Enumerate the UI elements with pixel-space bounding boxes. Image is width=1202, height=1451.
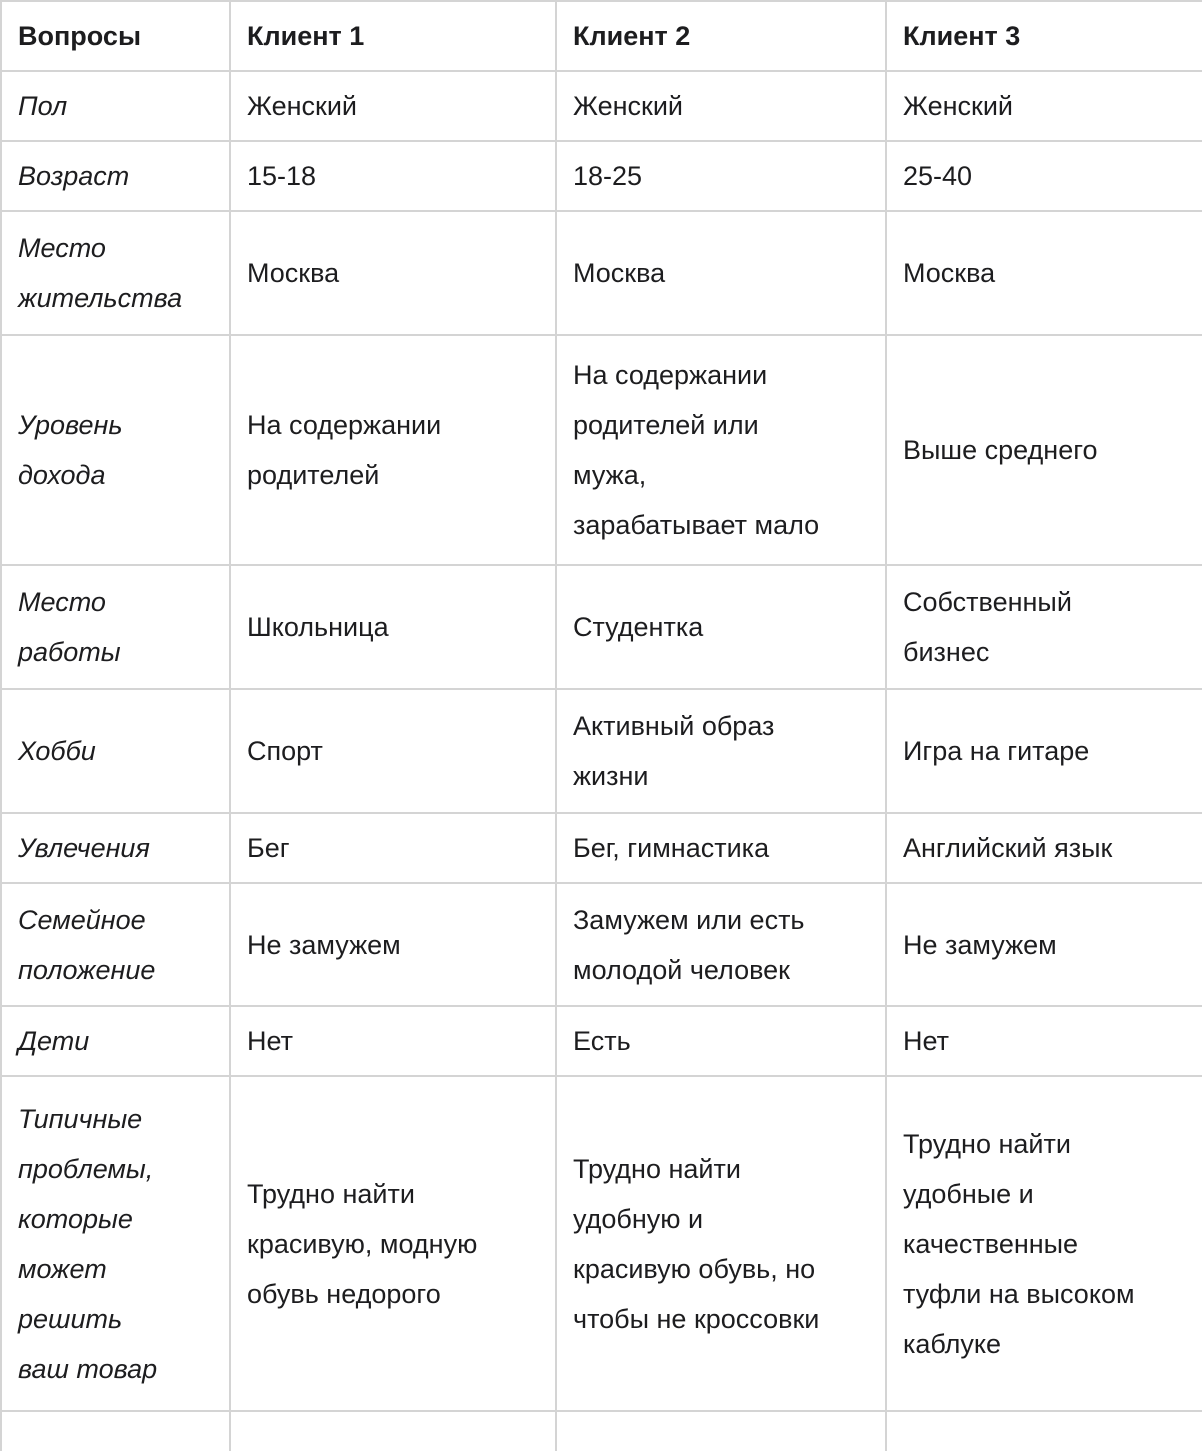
answer-cell-client-2: Замужем или есть молодой человек (556, 883, 886, 1006)
table-row (1, 71, 1202, 141)
empty-cell (230, 1411, 556, 1451)
answer-cell-client-3: Москва (886, 211, 1202, 335)
answer-cell-client-1: Бег (230, 813, 556, 883)
question-cell: Типичные проблемы, которые может решить ваш товар (1, 1076, 230, 1411)
question-cell: Увлечения (1, 813, 230, 883)
header-client-2: Клиент 2 (556, 1, 886, 71)
answer-cell-client-2: Москва (556, 211, 886, 335)
question-cell: Семейное положение (1, 883, 230, 1006)
partial-row (1, 1411, 1202, 1451)
answer-cell-client-1: 15-18 (230, 141, 556, 211)
answer-cell-client-1: Школьница (230, 565, 556, 689)
answer-cell-client-3: Трудно найти удобные и качественные туфли на высоком каблуке (886, 1076, 1202, 1411)
table-body (1, 71, 1202, 1451)
empty-cell (886, 1411, 1202, 1451)
answer-cell-client-2: На содержании родителей или мужа, зарабатывает мало (556, 335, 886, 565)
answer-cell-client-3: Собственный бизнес (886, 565, 1202, 689)
question-cell: Место работы (1, 565, 230, 689)
answer-cell-client-1: На содержании родителей (230, 335, 556, 565)
empty-cell (1, 1411, 230, 1451)
answer-cell-client-3: Не замужем (886, 883, 1202, 1006)
table-row (1, 211, 1202, 335)
table-row (1, 335, 1202, 565)
answer-cell-client-1: Трудно найти красивую, модную обувь недорого (230, 1076, 556, 1411)
answer-cell-client-2: Активный образ жизни (556, 689, 886, 813)
question-cell: Уровень дохода (1, 335, 230, 565)
table-row (1, 1076, 1202, 1411)
answer-cell-client-2: Женский (556, 71, 886, 141)
answer-cell-client-3: Английский язык (886, 813, 1202, 883)
answer-cell-client-3: Нет (886, 1006, 1202, 1076)
answer-cell-client-1: Женский (230, 71, 556, 141)
header-client-1: Клиент 1 (230, 1, 556, 71)
answer-cell-client-1: Нет (230, 1006, 556, 1076)
answer-cell-client-2: Студентка (556, 565, 886, 689)
question-cell: Хобби (1, 689, 230, 813)
header-questions: Вопросы (1, 1, 230, 71)
answer-cell-client-3: Игра на гитаре (886, 689, 1202, 813)
table-row (1, 565, 1202, 689)
question-cell: Возраст (1, 141, 230, 211)
table-row (1, 813, 1202, 883)
question-cell: Место жительства (1, 211, 230, 335)
answer-cell-client-2: Трудно найти удобную и красивую обувь, но чтобы не кроссовки (556, 1076, 886, 1411)
table-header (1, 1, 1202, 71)
table-row (1, 689, 1202, 813)
answer-cell-client-3: 25-40 (886, 141, 1202, 211)
answer-cell-client-2: 18-25 (556, 141, 886, 211)
question-cell: Пол (1, 71, 230, 141)
table-row (1, 1006, 1202, 1076)
answer-cell-client-1: Спорт (230, 689, 556, 813)
answer-cell-client-2: Есть (556, 1006, 886, 1076)
answer-cell-client-1: Не замужем (230, 883, 556, 1006)
answer-cell-client-3: Женский (886, 71, 1202, 141)
answer-cell-client-2: Бег, гимнастика (556, 813, 886, 883)
table-row (1, 141, 1202, 211)
header-client-3: Клиент 3 (886, 1, 1202, 71)
header-row (1, 1, 1202, 71)
empty-cell (556, 1411, 886, 1451)
answer-cell-client-3: Выше среднего (886, 335, 1202, 565)
answer-cell-client-1: Москва (230, 211, 556, 335)
question-cell: Дети (1, 1006, 230, 1076)
table-row (1, 883, 1202, 1006)
